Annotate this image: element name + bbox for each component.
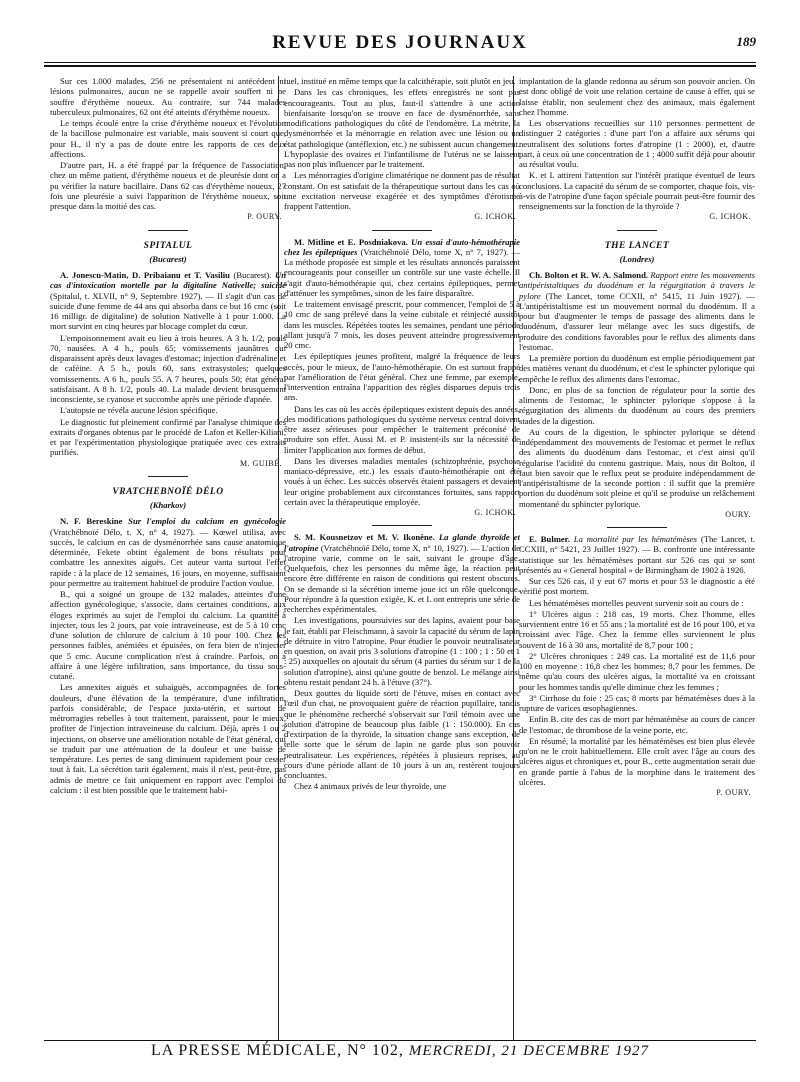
article-authors: E. Bulmer. [529, 534, 570, 544]
list-item: 2° Ulcères chroniques : 249 cas. La mortalité est de 11,6 pour 100 en moyenne : 16,8 chez les hommes; 8,7 pour les femmes. De même qu'au cours des ulcères aigus, la mortalité va en croissant pour les hommes tandis qu'elle diminue chez les femmes ; [519, 650, 755, 692]
journal-section-title: REVUE DES JOURNAUX [272, 32, 528, 53]
header-rule [44, 62, 756, 63]
journal-location: (Londres) [619, 253, 655, 264]
paragraph: Enfin B. cite des cas de mort par hématémèse au cours de cancer de l'estomac, de thrombose de la veine porte, etc. [519, 714, 755, 735]
article-text: (Vratchébnoïé Délo, t. X, n° 4, 1927). — Kœwel utilisa, avec succès, le calcium en cas de dysménorrhée sans cause anatomique déterminée, Fekete obtint également de bons résultats pour combattre les annexites aiguës. Cet auteur vanta surtout l'effet rapide : à la place de 12 semaines, 16 jours, en moyenne, suffisaient pour permettre au traitement habituel de produire l'action voulue. [50, 526, 286, 588]
article-text: (Vratchébnoïé Délo, tome X, n° 10, 1927). — L'action de l'atropine varie, comme on le sait, suivant le groupe d'âge. Quelquefois, chez les personnes du même âge, la réaction peut encore être différente en raison de conditions qui restent obscures. On se demande si la sécrétion interne joue ici un rôle quelconque. Pour répondre à la question exigée, K. et I. ont entrepris une série de recherches expérimentales. [284, 542, 520, 614]
column-1 [50, 76, 286, 1056]
paragraph: La première portion du duodénum est emplie périodiquement par des matières venant du duodénum, et c'est le sphincter pylorique qui empêche le reflux des aliments dans l'estomac. [519, 353, 755, 384]
paragraph: Chez 4 animaux privés de leur thyroïde, une [294, 781, 447, 792]
column-2 [284, 76, 520, 1056]
author-signature: P. OURY. [716, 788, 751, 797]
page-footer [44, 1042, 756, 1066]
paragraph: L'autopsie ne révéla aucune lésion spécifique. [60, 405, 218, 416]
article-intro [50, 270, 286, 332]
article-text: (The Lancet, tome CCXII, n° 5415, 11 Juin 1927). — L'antipéristaltisme est un mouvement normal du duodénum. Il a pour but d'augmenter le temps de passage des aliments dans le duodénum, d'assurer leur mélange avec les sucs digestifs, de produire des conditions favorables pour le reflux des aliments dans l'estomac. [519, 290, 755, 352]
article-authors: N. F. Bereskine [60, 516, 123, 527]
journal-location: (Bucarest) [149, 253, 187, 264]
paragraph: Sur ces 1.000 malades, 256 ne présentaient ni antécédent ni lésions pulmonaires, aucun ne se rappelle avoir souffert ni ne souffre d'érythème noueux. Au contraire, sur 744 malades tuberculeux pulmonaires, 62 ont été atteints d'érythème noueux. [50, 76, 286, 117]
list-item: 3° Cirrhose du foie : 25 cas; 8 morts par hématémèses dues à la rupture de varices œsophagiennes. [519, 692, 755, 713]
footer-rule [44, 1040, 756, 1041]
article-text: (The Lancet, t. CCXIII, n° 5421, 23 Juillet 1927). — B. confronte une intéressante statistique sur les hématémèses portant sur 526 cas qui se sont présentés au « General hospital » de Birmingham de 1902 à 1926. [519, 534, 755, 575]
paragraph: Dans les cas où les accès épileptiques existent depuis des années, des modifications pathologiques du système nerveux central doivent être assez sérieuses pour empêcher le traitement préconisé de produire son effet. Aussi M. et P. insistent-ils sur la nécessité de limiter l'application aux formes de début. [284, 403, 520, 455]
page-number: 189 [736, 34, 756, 49]
paragraph: Le temps écoulé entre la crise d'érythème noueux et l'évolution de la bacillose pulmonaire est variable, mais souvent si court que, pour H., il n'y a pas de doute entre les rapports de ces deux affections. [50, 118, 286, 159]
article-text: (Spitalul, t. XLVII, n° 9, Septembre 1927). — Il s'agit d'un cas de suicide d'une femme de 44 ans qui absorba dans ce but 16 cmc (soit 16 milligr. de digitaline) de solution Nativelle à 1 pour 1.000. La mort survint en cinq heures par blocage complet du cœur. [50, 290, 286, 332]
article-authors: Ch. Bolton et R. W. A. Salmond. [529, 270, 648, 280]
article-title: Un essai d'auto-hémothérapie chez les épileptiques [284, 236, 520, 257]
paragraph: Le traitement envisagé prescrit, pour commencer, l'emploi de 5 à 10 cmc de sang prélevé dans la veine cubitale et réinjecté aussitôt dans les muscles. Répétées toutes les semaines, pendant une période allant jusqu'à 7 mois, les doses peuvent atteindre progressivement 20 cmc. [284, 299, 520, 350]
journal-heading: VRATCHEBNOÏÉ DÉLO [112, 486, 224, 497]
paragraph: Dans les diverses maladies mentales (schizophrénie, psychose maniaco-dépressive, etc.) les essais d'auto-hémothérapie ont été voués à un échec. Les succès observés étaient passagers et devaient leur origine probablement aux circonstances fortuites, sans rapport certain avec la thérapeutique employée. [284, 455, 520, 507]
separator [372, 230, 432, 231]
paragraph: Les annexites aiguës et subaiguës, accompagnées de fortes douleurs, d'une élévation de la température, d'une infiltration, parfois considérable, de l'espace juxta-utérin, et surtout de métrorragies rebelles à tout traitement, paraissent, pour le mieux, profiter de l'injection intraveineuse du calcium. Déjà, après 1 ou 2 injections, on observe une amélioration notable de l'état général, qui se traduit par une atténuation de la douleur et une baisse de température. Les pertes de sang diminuent rapidement pour cesser tout à fait. La sécrétion tarit également, mais il n'est, peut-être, pas admis de mettre ce fait uniquement en rapport avec l'emploi du calcium : il est bien possible que le traitement habi- [50, 682, 286, 795]
paragraph: Deux gouttes du liquide sorti de l'étuve, mises en contact avec l'œil d'un chat, ne provoquaient guère de réaction pupillaire, tandis que le phénomène recherché s'observait sur l'œil témoin avec une solution d'atropine de beaucoup plus faible (1 : 150.000). En cas d'extirpation de la thyroïde, la situation change sans exception, de telle sorte que le sérum de lapin ne garde plus son pouvoir neutralisateur. Les expériences, répétées à plusieurs reprises, au cours d'une période allant de 10 jours à un an, restèrent toujours concluantes. [284, 688, 520, 780]
article-title: Rapport entre les mouvements antipéristaltiques du duodénum et la régurgitation à travers le pylore [519, 270, 755, 301]
paragraph: implantation de la glande redonna au sérum son pouvoir ancien. On est donc obligé de voir une relation certaine de cause à effet, qui se laisse établir, non seulement chez des animaux, mais également chez l'homme. [519, 76, 755, 117]
author-signature: M. GUIBÉ. [239, 458, 282, 468]
list-item: 1° Ulcères aigus : 218 cas, 19 morts. Chez l'homme, elles surviennent entre 16 et 55 ans ; la mortalité est de 16 pour 100, et va croissant avec l'âge. Chez la femme elles surviennent le plus souvent de 16 à 30 ans, mortalité de 8,7 pour 100 ; [519, 608, 755, 650]
author-signature: G. ICHOK. [474, 212, 516, 222]
article-title: La glande thyroïde et l'atropine [284, 532, 520, 553]
paragraph: Dans les cas chroniques, les effets enregistrés ne sont pas encourageants. Tout au plus, faut-il s'attendre à une action bienfaisante lorsqu'on se trouve en face de dysménorrhée, sans modifications pathologiques du côté de l'endomètre. La métrite, la dysménorrhée et la ménorragie en relation avec une lésion ou un état pathologique (antéflexion, etc.) ne subissent aucun changement. L'hypoplasie des ovaires et l'infantilisme de l'utérus ne se laissent pas non plus influencer par le traitement. [284, 87, 520, 169]
article-title: Un cas d'intoxication mortelle par la digitaline Nativelle; suicide [50, 270, 286, 291]
article-authors: S. M. Kousnetzov et M. V. Ikonène. [294, 532, 435, 543]
article-intro [519, 534, 755, 575]
paragraph: Sur ces 526 cas, il y eut 67 morts et pour 53 le diagnostic a été vérifié post mortem. [519, 576, 755, 597]
paragraph: B., qui a soigné un groupe de 132 malades, atteintes d'une affection gynécologique, s'associe, dans certaines conditions, aux éloges exprimés au sujet de l'emploi du calcium. La quantité à injecter, tous les 2 jours, par voie intraveineuse, est de 5 à 10 cmc d'une solution de chlorure de calcium à 10 pour 100. Chez les personnes faibles, anémiées et épuisées, on fera bien de n'injecter que 5 cmc. Aucune complication n'est à craindre. Parfois, on a affaire à une légère infiltration, sans importance, du tissu sous-cutané. [50, 589, 286, 681]
author-signature: G. ICHOK. [709, 212, 751, 222]
paragraph: Les hématémèses mortelles peuvent survenir soit au cours de : [529, 597, 744, 608]
journal-heading: SPITALUL [143, 240, 193, 251]
paragraph: Les épileptiques jeunes profitent, malgré la fréquence de leurs accès, pour le mieux, de l'auto-hémothérapie. On est surtout frappé par l'amélioration de l'état général. Chez une femme, par exemple, l'intervention entraîna l'apparition des règles disparues depuis trois ans. [284, 351, 520, 403]
article-place: (Bucarest). [229, 270, 275, 280]
journal-heading: THE LANCET [604, 240, 670, 251]
paragraph: Le diagnostic fut pleinement confirmé par l'analyse chimique des extraits d'organes obtenus par le procédé de Lafon et Keller-Kiliani, et par l'expérimentation physiologique pratiquée avec ces extraits purifiés. [50, 416, 286, 458]
article-title: La mortalité par les hématémèses [569, 534, 697, 544]
journal-location: (Kharkov) [149, 500, 187, 510]
footer-date: MERCREDI, 21 DECEMBRE 1927 [408, 1043, 650, 1059]
paragraph: Les ménorragies d'origine climatérique ne donnent pas de résultat constant. On est satisfait de la thérapeutique surtout dans les cas où une excitation nerveuse exagérée et des symptômes d'érotisme frappent l'attention. [284, 170, 520, 211]
article-intro [284, 237, 520, 299]
separator [617, 230, 657, 231]
footer-journal: LA PRESSE MÉDICALE, N° 102, [150, 1042, 404, 1059]
paragraph: L'empoisonnement avait eu lieu à trois heures. A 3 h. 1/2, pouls 70, nausées. A 4 h., pouls 65; vomissements jaunâtres qui disparaissent après deux lavages d'estomac; injection d'adrénaline et de caféine. A 5 h., pouls 60, sans extrasystoles; quelques vomissements. A 6 h., pouls 55. A 7 heures, pouls 50; état général satisfaisant. A 8 h. 1/2, pouls 40. La malade devient brusquement inconsciente, se cyanose et succombe après une période d'apnée. [50, 332, 286, 404]
paragraph: D'autre part, H. a été frappé par la fréquence de l'association, chez un même patient, d'érythème noueux et de pleurésie dont on a pu vérifier la nature bacillaire. Dans 62 cas d'érythème noueux, 27 fois une pleurésie a suivi l'apparition de l'érythème noueux, soit presque dans la moitié des cas. [50, 160, 286, 211]
paragraph: Au cours de la digestion, le sphincter pylorique se détend indépendamment des mouvements de l'estomac et permet le reflux des aliments du duodénum dans l'estomac, et c'est ainsi qu'il régularise l'acidité du contenu gastrique. Mais, nous dit Bolton, il faut bien savoir que le reflux peut se produire indépendamment de l'antipéristaltisme de la seconde portion : il suffit que la première portion du duodénum soit pleine et qu'il se produise un relâchement momentané du sphincter pylorique. [519, 426, 755, 509]
paragraph: Les observations recueillies sur 110 personnes permettent de distinguer 2 catégories : d'une part l'on a affaire aux sérums qui neutralisent des solutions fortes d'atropine (1 : 2000), et, d'autre part, à ceux où une concentration de 1 ; 4000 suffit déjà pour aboutir au résultat voulu. [519, 118, 755, 169]
article-intro [50, 516, 286, 588]
header-rule-thick [44, 65, 756, 67]
article-intro [284, 532, 520, 614]
column-3 [519, 76, 755, 1056]
paragraph: tuel, institué en même temps que la calcithérapie, soit plutôt en jeu. [284, 76, 516, 86]
paragraph: Donc, en plus de sa fonction de régulateur pour la sortie des aliments de l'estomac, le sphincter pylorique s'oppose à la régurgitation des aliments du duodénum au cours des premiers stades de la digestion. [519, 384, 755, 426]
paragraph: Les investigations, poursuivies sur des lapins, avaient pour base le fait, établi par Fleischmann, à savoir la capacité du sérum de lapin de détruire in vitro l'atropine. Pour étudier le pouvoir neutralisateur en question, on avait pris 3 solutions d'atropine (1 : 100 ; 1 : 50 et 1 : 25) auxquelles on ajoutait du sérum (4 parties du sérum sur 1 de la solution d'atropine), ainsi qu'une goutte de benzol. Le mélange ainsi obtenu restait pendant 24 h. à l'étuve (37°). [284, 615, 520, 687]
article-intro [519, 270, 755, 352]
separator [148, 230, 188, 231]
paragraph: K. et I. attirent l'attention sur l'intérêt pratique éventuel de leurs conclusions. La capacité du sérum de se comporter, chaque fois, vis-à-vis de l'atropine d'une façon spéciale pourrait peut-être fournir des renseignements sur la fonction de la thyroïde ? [519, 170, 755, 211]
article-authors: M. Mitline et E. Posdniakova. [294, 236, 408, 247]
paragraph: En résumé, la mortalité par les hématémèses est bien plus élevée qu'on ne le croit habituellement. Elle croît avec l'âge au cours des ulcères aigus et chroniques et, pour B., cette augmentation serait due en grande partie à l'abus de la morphine dans le traitement des ulcères. [519, 735, 755, 787]
separator [372, 525, 432, 526]
page-header [44, 32, 756, 62]
author-signature: P. OURY. [247, 212, 282, 222]
author-signature: G. ICHOK. [474, 508, 516, 517]
author-signature: OURY. [725, 509, 751, 519]
article-title: Sur l'emploi du calcium en gynécologie [122, 516, 286, 527]
separator [607, 527, 667, 528]
article-text: (Vratchébnoïé Délo, tome X, n° 7, 1927). — La méthode proposée est simple et les résultats annoncés paraissent encourageants pour conseiller un contrôle sur une vaste échelle. Il s'agit d'auto-hémothérapie qui, chez certains épileptiques, permet d'atténuer les symptômes, sinon de les faire disparaître. [284, 246, 520, 298]
article-authors: A. Jonescu-Matin, D. Pribaianu et T. Vasiliu [60, 270, 230, 280]
separator [148, 476, 188, 477]
